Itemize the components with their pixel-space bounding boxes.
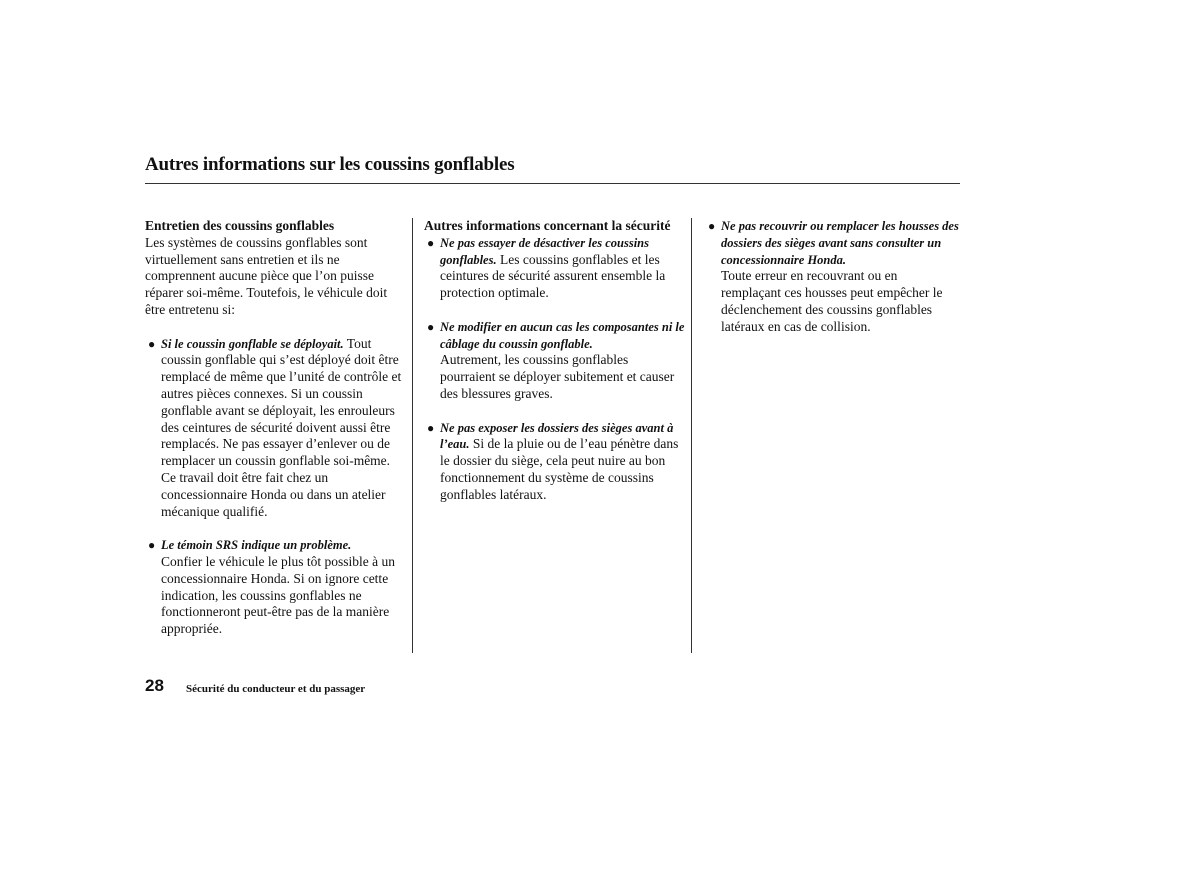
bullet-icon: ● — [148, 538, 156, 553]
column-seat-covers — [705, 218, 960, 336]
column-maintenance — [145, 218, 407, 638]
bullet-item — [145, 537, 407, 638]
bullet-icon: ● — [427, 420, 435, 435]
bullet-icon: ● — [708, 219, 716, 233]
section-footer: Sécurité du conducteur et du passager — [186, 683, 366, 695]
item-text: Tout coussin gonflable qui s’est déployé doit être remplacé de même que l’unité de contrôle et autres pièces connexes. Si un coussin gonflable avant se déployait, les enrouleurs des ceintures de sécurité doivent aussi être remplacés. Ne pas essayer d’enlever ou de remplacer un coussin gonflable soi-même. Ce travail doit être fait chez un concessionnaire Honda ou dans un atelier mécanique qualifié. — [161, 335, 402, 519]
page-title: Autres informations sur les coussins gonflables — [145, 154, 515, 175]
bullet-icon: ● — [427, 235, 435, 250]
bullet-item — [145, 336, 407, 521]
bullet-icon: ● — [148, 336, 156, 351]
bullet-icon: ● — [427, 319, 435, 334]
item-lead: Ne modifier en aucun cas les composantes ni le câblage du coussin gonflable. — [440, 319, 685, 351]
bullet-item — [424, 319, 686, 403]
item-text: Si de la pluie ou de l’eau pénètre dans le dossier du siège, cela peut nuire au bon fonctionnement du système de coussins gonflables latéraux. — [440, 436, 679, 502]
item-lead: Si le coussin gonflable se déployait. — [161, 336, 344, 351]
item-text: Confier le véhicule le plus tôt possible à un concessionnaire Honda. Si on ignore cette indication, les coussins gonflables ne fonctionneront peut-être pas de la manière appropriée. — [161, 553, 395, 637]
item-lead: Ne pas exposer les dossiers des sièges avant à l’eau. — [440, 420, 674, 452]
item-lead: Ne pas recouvrir ou remplacer les housses des dossiers des sièges avant sans consulter un concessionnaire Honda. — [721, 219, 959, 267]
bullet-item — [424, 420, 686, 504]
item-text: Autrement, les coussins gonflables pourraient se déployer subitement et causer des blessures graves. — [440, 352, 675, 401]
section-heading: Autres informations concernant la sécurité — [424, 218, 671, 233]
column-divider — [412, 218, 413, 653]
item-lead: Le témoin SRS indique un problème. — [161, 538, 352, 553]
page-number: 28 — [145, 676, 164, 695]
item-text: Toute erreur en recouvrant ou en remplaçant ces housses peut empêcher le déclenchement des coussins gonflables latéraux en cas de collision. — [721, 268, 943, 334]
item-text: Les coussins gonflables et les ceintures de sécurité assurent ensemble la protection optimale. — [440, 251, 666, 301]
section-heading: Entretien des coussins gonflables — [145, 218, 335, 233]
bullet-item — [705, 218, 960, 336]
column-safety — [424, 218, 686, 504]
intro-paragraph: Les systèmes de coussins gonflables sont virtuellement sans entretien et ils ne comprennent aucune pièce que l’on puisse réparer soi-même. Toutefois, le véhicule doit être entretenu si: — [145, 234, 388, 317]
title-rule — [145, 183, 960, 184]
item-lead: Ne pas essayer de désactiver les coussins gonflables. — [440, 235, 649, 267]
column-divider — [691, 218, 692, 653]
bullet-item — [424, 235, 686, 302]
